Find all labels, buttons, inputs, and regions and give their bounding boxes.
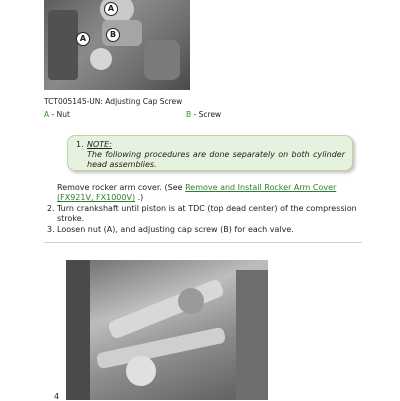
legend-letter-b: B	[186, 110, 192, 119]
legend-nut	[44, 110, 70, 119]
adjusting-cap-screw-photo	[44, 0, 190, 90]
step-2-number: 2.	[47, 204, 55, 213]
callout-b: B	[106, 28, 120, 42]
step-1-text: Remove rocker arm cover. (See	[57, 183, 186, 192]
step-3-number: 3.	[47, 225, 55, 234]
step-loosen-nut	[47, 225, 362, 235]
step-remove-cover	[57, 183, 362, 203]
callout-a-top: A	[104, 2, 118, 16]
legend-letter-a: A	[44, 110, 50, 119]
step-1-after: .)	[135, 193, 144, 202]
note-text: The following procedures are done separately on both cylinder head assemblies.	[87, 150, 345, 169]
step-turn-crankshaft	[47, 204, 362, 224]
figure-caption: TCT005145-UN: Adjusting Cap Screw	[44, 97, 183, 106]
callout-a-left: A	[76, 32, 90, 46]
legend-screw	[186, 110, 221, 119]
legend-text-nut: - Nut	[51, 110, 70, 119]
legend-text-screw: - Screw	[193, 110, 222, 119]
note-label: NOTE:	[87, 140, 112, 149]
note-box	[67, 135, 353, 171]
remove-install-rocker-arm-cover-link[interactable]: Remove and Install Rocker Arm Cover (FX921V, FX1000V)	[57, 183, 337, 202]
rocker-arm-photo	[66, 260, 268, 400]
note-number: 1.	[76, 140, 84, 149]
page-number: 4	[54, 392, 60, 401]
step-2-text: Turn crankshaft until piston is at TDC (top dead center) of the compression stroke.	[57, 204, 357, 223]
section-divider	[44, 242, 362, 243]
step-3-text: Loosen nut (A), and adjusting cap screw (B) for each valve.	[57, 225, 294, 234]
